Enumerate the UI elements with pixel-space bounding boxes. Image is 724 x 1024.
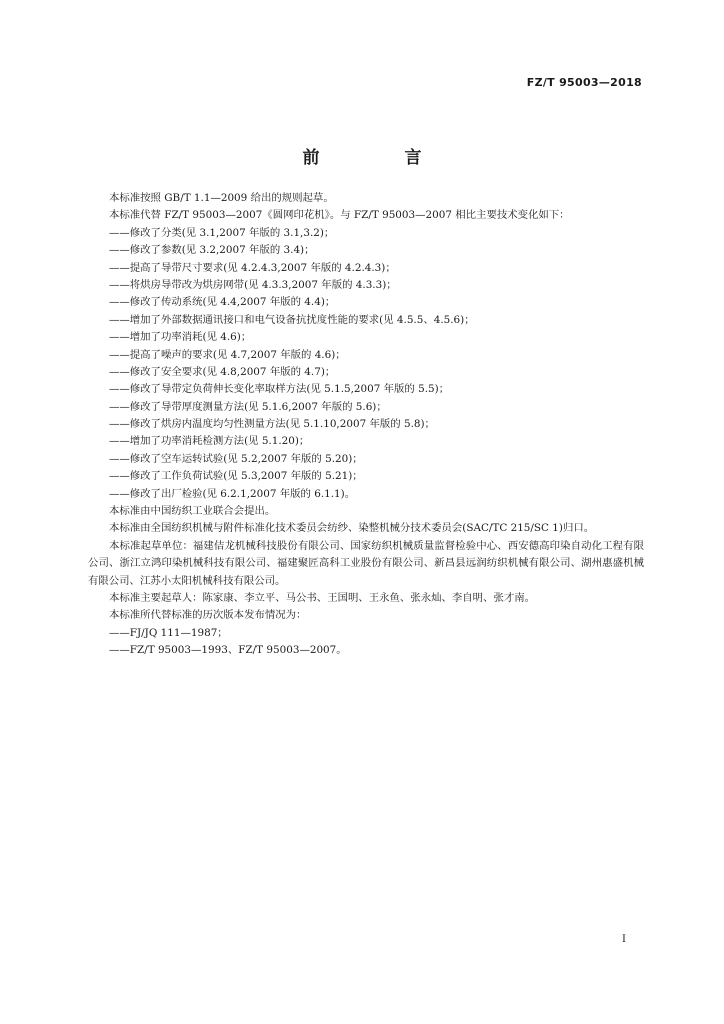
change-item: ——修改了分类(见 3.1,2007 年版的 3.1,3.2)； [109, 226, 335, 239]
change-item: ——修改了安全要求(见 4.8,2007 年版的 4.7)； [109, 365, 336, 378]
change-item: ——修改了空车运转试验(见 5.2,2007 年版的 5.20)； [109, 452, 363, 465]
change-item: ——增加了功率消耗检测方法(见 5.1.20)； [109, 435, 310, 448]
change-item: ——增加了功率消耗(见 4.6)； [109, 331, 252, 344]
page-number: I [622, 934, 626, 945]
change-item: ——修改了导带厚度测量方法(见 5.1.6,2007 年版的 5.6)； [109, 400, 387, 413]
change-item: ——修改了工作负荷试验(见 5.3,2007 年版的 5.21)； [109, 470, 363, 483]
intro-line: 本标准按照 GB/T 1.1—2009 给出的规则起草。 [109, 192, 334, 204]
history-item: ——FJ/JQ 111—1987； [109, 626, 228, 639]
change-item: ——提高了导带尺寸要求(见 4.2.4.3,2007 年版的 4.2.4.3)； [109, 261, 396, 274]
intro-line: 本标准代替 FZ/T 95003—2007《圆网印花机》。与 FZ/T 95003—2007 相比主要技术变化如下： [109, 209, 570, 222]
committee-paragraph: 本标准由全国纺织机械与附件标准化技术委员会纺纱、染整机械分技术委员会(SAC/TC 215/SC 1)归口。 [109, 522, 595, 535]
history-intro-line: 本标准所代替标准的历次版本发布情况为： [109, 609, 307, 622]
history-item: ——FZ/T 95003—1993、FZ/T 95003—2007。 [109, 644, 347, 657]
change-item: ——增加了外部数据通讯接口和电气设备抗扰度性能的要求(见 4.5.5、4.5.6)； [109, 313, 475, 326]
change-item: ——修改了参数(见 3.2,2007 年版的 3.4)； [109, 244, 315, 257]
drafting-units-paragraph: 本标准起草单位：福建佶龙机械科技股份有限公司、国家纺织机械质量监督检验中心、西安德高印染自动化工程有限公司、浙江立鸿印染机械科技有限公司、福建聚匠高科工业股份有限公司、新昌县远润纺织机械有限公司、湖州惠盛机械有限公司、江苏小太阳机械科技有限公司。 [88, 539, 644, 587]
drafters-line: 本标准主要起草人：陈家康、李立平、马公书、王国明、王永鱼、张永灿、李自明、张才南。 [109, 592, 536, 605]
change-item: ——修改了传动系统(见 4.4,2007 年版的 4.4)； [109, 296, 336, 309]
change-item: ——修改了烘房内温度均匀性测量方法(见 5.1.10,2007 年版的 5.8)； [109, 418, 435, 431]
proposer-line: 本标准由中国纺织工业联合会提出。 [109, 505, 276, 518]
document-body [88, 190, 644, 660]
page-title: 前 言 [302, 148, 456, 168]
change-item: ——提高了噪声的要求(见 4.7,2007 年版的 4.6)； [109, 348, 346, 361]
change-item: ——将烘房导带改为烘房网带(见 4.3.3,2007 年版的 4.3.3)； [109, 278, 397, 291]
change-item: ——修改了导带定负荷伸长变化率取样方法(见 5.1.5,2007 年版的 5.5)； [109, 383, 450, 396]
change-item: ——修改了出厂检验(见 6.2.1,2007 年版的 6.1.1)。 [109, 487, 356, 500]
standard-code: FZ/T 95003—2018 [526, 76, 642, 89]
